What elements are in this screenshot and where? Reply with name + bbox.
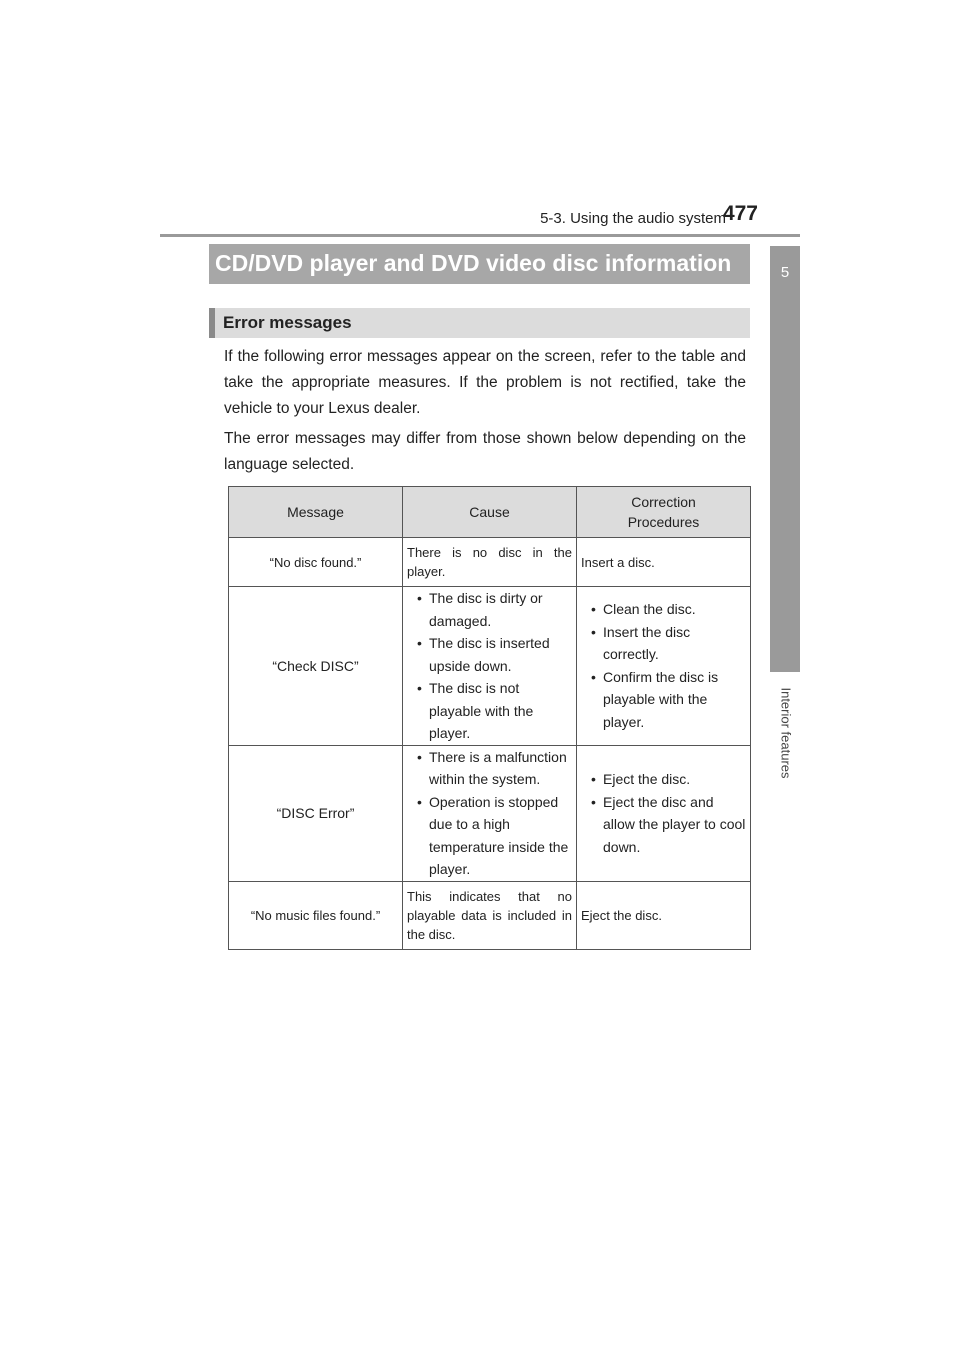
section-heading — [209, 244, 750, 284]
list-item: • Clean the disc. — [587, 598, 746, 621]
cause-cell — [403, 745, 577, 881]
error-messages-table — [228, 486, 751, 950]
header-cause: Cause — [403, 487, 577, 538]
correction-cell: Eject the disc. — [577, 881, 751, 949]
correction-cell: Insert a disc. — [577, 538, 751, 587]
list-item: • Insert the disc correctly. — [587, 621, 746, 666]
chapter-tab — [770, 246, 800, 672]
message-cell: “DISC Error” — [229, 745, 403, 881]
header-correction-text: Correction Procedures — [627, 494, 700, 530]
list-item: • The disc is dirty or damaged. — [413, 587, 572, 632]
table-row — [229, 881, 751, 949]
intro-paragraph: If the following error messages appear on the screen, refer to the table and take the appropriate measures. If the problem is not rectified, take the vehicle to your Lexus dealer. — [224, 348, 746, 417]
message-cell: “No disc found.” — [229, 538, 403, 587]
table-header-row — [229, 487, 751, 538]
chapter-label — [776, 675, 796, 790]
chapter-label-text: Interior features — [778, 686, 794, 779]
page-number: 477 — [722, 202, 758, 225]
cause-cell — [403, 587, 577, 746]
header-correction — [577, 487, 751, 538]
language-note-paragraph: The error messages may differ from those shown below depending on the language selected. — [224, 430, 746, 473]
subheading-accent — [209, 308, 215, 338]
page-header — [160, 200, 800, 237]
list-item: • The disc is inserted upside down. — [413, 632, 572, 677]
message-cell: “Check DISC” — [229, 587, 403, 746]
list-item: • There is a malfunction within the system. — [413, 746, 572, 791]
list-item: • Operation is stopped due to a high temperature inside the player. — [413, 791, 572, 881]
list-item: • Eject the disc and allow the player to cool down. — [587, 791, 746, 859]
section-heading-text: CD/DVD player and DVD video disc information — [215, 250, 732, 276]
list-item: • The disc is not playable with the player. — [413, 677, 572, 745]
correction-cell — [577, 587, 751, 746]
table-row — [229, 745, 751, 881]
list-item: • Confirm the disc is playable with the player. — [587, 666, 746, 734]
cause-cell: There is no disc in the player. — [403, 538, 577, 587]
chapter-number: 5 — [780, 264, 790, 281]
cause-cell: This indicates that no playable data is included in the disc. — [403, 881, 577, 949]
list-item: • Eject the disc. — [587, 768, 746, 791]
table-row — [229, 587, 751, 746]
message-cell: “No music files found.” — [229, 881, 403, 949]
header-message: Message — [229, 487, 403, 538]
section-title: 5-3. Using the audio system — [540, 210, 726, 227]
table-row — [229, 538, 751, 587]
correction-cell — [577, 745, 751, 881]
subheading — [209, 308, 750, 338]
subheading-text: Error messages — [223, 313, 352, 332]
